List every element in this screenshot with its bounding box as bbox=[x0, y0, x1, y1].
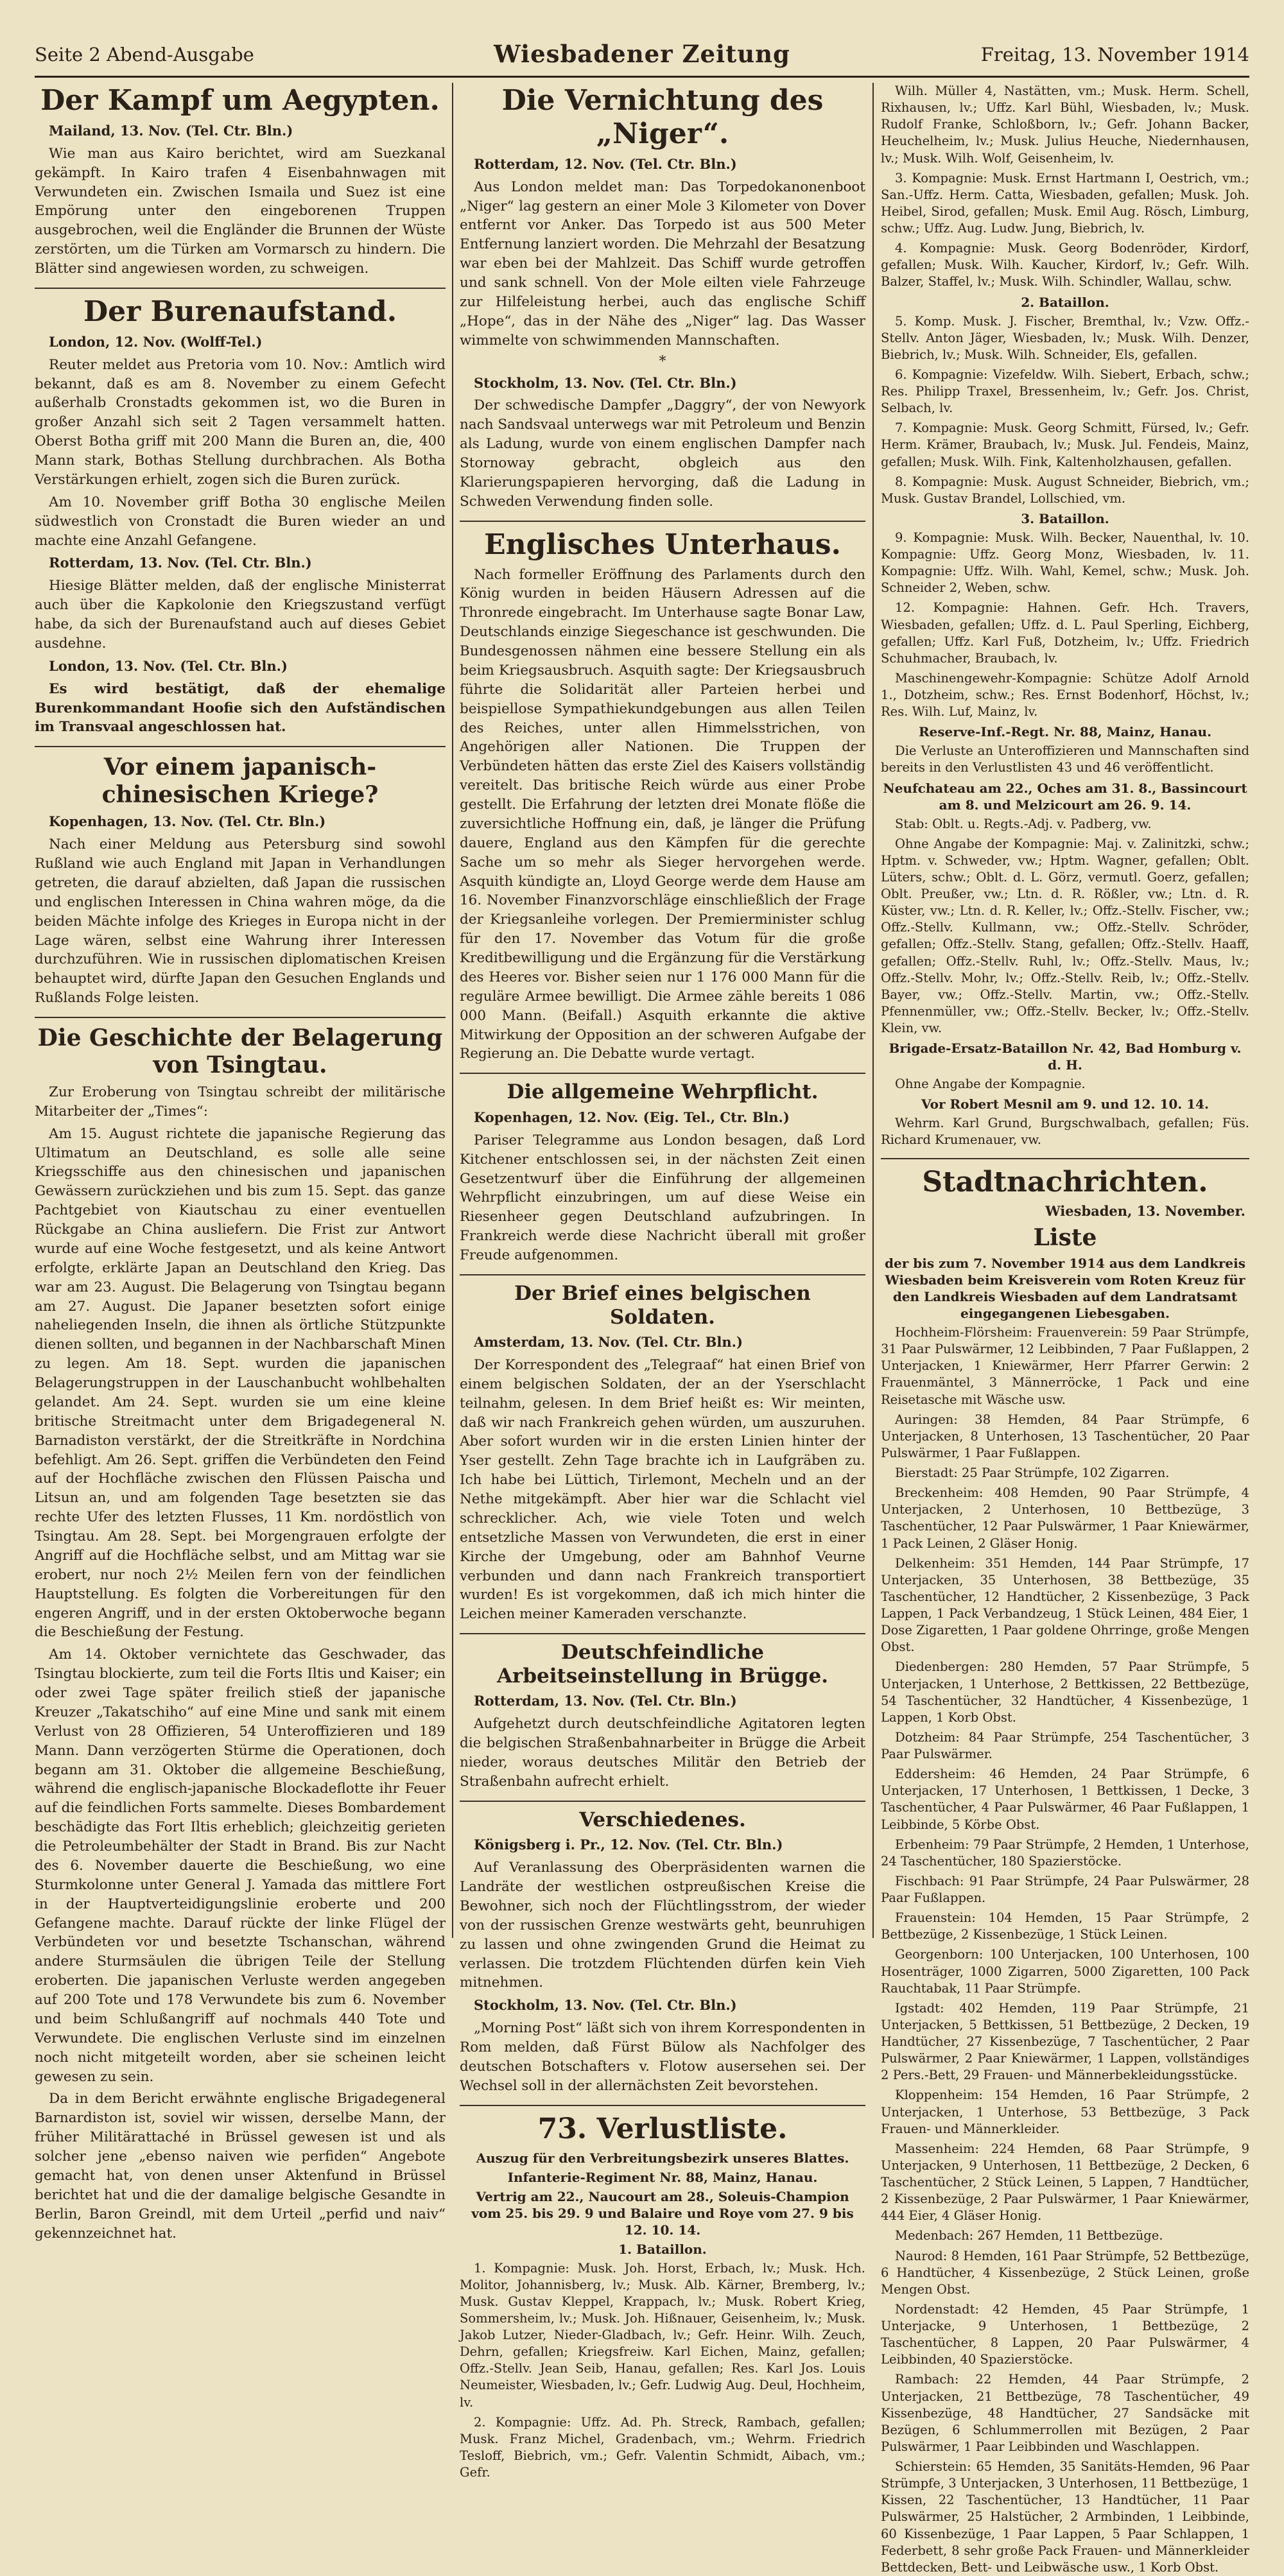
list-item: Nordenstadt: 42 Hemden, 45 Paar Strümpfe, 1 Unterjacke, 9 Unterhosen, 1 Bettbezüge, 2 Taschentücher, 8 Lappen, 20 Paar Pulswärmer, 4 Leibbinden, 40 Spazierstöcke. bbox=[881, 2301, 1249, 2367]
article-unterhaus bbox=[460, 528, 865, 1064]
article-bruegge bbox=[460, 1641, 865, 1792]
masthead bbox=[35, 39, 1249, 78]
list-item: Igstadt: 402 Hemden, 119 Paar Strümpfe, 21 Unterjacken, 5 Bettkissen, 51 Bettbezüge, 2 Decken, 19 Handtücher, 27 Kissenbezüge, 7 Taschentücher, 2 Paar Pulswärmer, 2 Paar Kniewärmer, 1 Lappen, vollständiges 2 Pers.-Bett, 29 Frauen- und Männerbekleidungsstücke. bbox=[881, 2000, 1249, 2083]
article-niger bbox=[460, 84, 865, 512]
dateline: Kopenhagen, 13. Nov. (Tel. Ctr. Bln.) bbox=[49, 813, 326, 830]
divider bbox=[460, 1801, 865, 1802]
dateline: Rotterdam, 13. Nov. (Tel. Ctr. Bln.) bbox=[49, 555, 312, 571]
list-item: Rambach: 22 Hemden, 44 Paar Strümpfe, 2 Unterjacken, 21 Bettbezüge, 78 Taschentücher, 49 Kissenbezüge, 48 Handtücher, 27 Sandsäcke mit Bezügen, 6 Schlummerrollen mit Bezügen, 2 Paar Pulswärmer, 1 Paar Leibbinden und Waschlappen. bbox=[881, 2372, 1249, 2454]
list-heading: Liste bbox=[1033, 1223, 1097, 1251]
article-body: Wilh. Müller 4, Nastätten, vm.; Musk. Herm. Schell, Rixhausen, lv.; Uffz. Karl Bühl, Wiesbaden, lv.; Musk. Rudolf Franke, Schloßborn, lv.; Gefr. Johann Backer, Heuchelheim, lv.; Musk. Julius Heuche, Niedernhausen, lv.; Musk. Wilh. Wolf, Geisenheim, lv. bbox=[881, 83, 1249, 166]
article-stadtnachrichten bbox=[881, 1166, 1249, 2576]
subheading: 1. Bataillon. bbox=[618, 2241, 707, 2257]
divider bbox=[460, 521, 865, 522]
column-rule bbox=[872, 83, 874, 1938]
issue-date: Freitag, 13. November 1914 bbox=[980, 44, 1249, 65]
article-body: Auf Veranlassung des Oberpräsidenten warnen die Landräte der westlichen ostpreußischen Kreise die Bewohner, sich noch der Flüchtlingsstrom, der wieder von der russischen Grenze westwärts geht, beunruhigen zu lassen und ohne zwingenden Grund die Heimat zu verlassen. Die trotzdem Flüchtenden dürfen kein Vieh mitnehmen. bbox=[460, 1860, 865, 1991]
article-headline: 73. Verlustliste. bbox=[537, 2112, 788, 2145]
article-body: Reuter meldet aus Pretoria vom 10. Nov.: Amtlich wird bekannt, daß es am 8. November zu einem Gefecht außerhalb Cronstadts gekommen ist, wo die Buren in großer Anzahl sich seit 2 Tagen versammelt hatten. Oberst Botha griff mit 200 Mann die Buren an, die, 400 Mann stark, Bothas Stellung durchbrachen. Als Botha Verstärkungen erhielt, zogen sich die Buren zurück. bbox=[35, 356, 446, 488]
divider bbox=[460, 1073, 865, 1074]
dateline: Wiesbaden, 13. November. bbox=[1045, 1203, 1245, 1220]
list-item: Fischbach: 91 Paar Strümpfe, 24 Paar Pulswärmer, 28 Paar Fußlappen. bbox=[881, 1873, 1249, 1905]
article-body: Aus London meldet man: Das Torpedokanonenboot „Niger“ lag gestern an einer Mole 3 Kilometer von Dover entfernt vor Anker. Das Torpedo ist aus 500 Meter Entfernung lanziert worden. Die Mehrzahl der Besatzung war eben bei der Mahlzeit. Das Schiff wurde getroffen und sank schnell. Von der Mole eilten viele Fahrzeuge zur Hilfeleistung herbei, auch das englische Schiff „Hope“, das in der Nähe des „Niger“ lag. Das Wasser wimmelte von schwimmenden Mannschaften. bbox=[460, 178, 865, 349]
subheading: 2. Bataillon. bbox=[1021, 294, 1109, 310]
dateline: Königsberg i. Pr., 12. Nov. (Tel. Ctr. Bln.) bbox=[474, 1837, 783, 1853]
article-headline: Stadtnachrichten. bbox=[922, 1165, 1208, 1198]
article-body: 9. Kompagnie: Musk. Wilh. Becker, Nauenthal, lv. 10. Kompagnie: Uffz. Georg Monz, Wiesbaden, lv. 11. Kompagnie: Uffz. Wilh. Wahl, Kemel, schw.; Musk. Joh. Schneider 2, Weben, schw. bbox=[881, 530, 1249, 596]
list-item: Erbenheim: 79 Paar Strümpfe, 2 Hemden, 1 Unterhose, 24 Taschentücher, 180 Spazierstöcke. bbox=[881, 1837, 1249, 1869]
article-body: 6. Kompagnie: Vizefeldw. Wilh. Siebert, Erbach, schw.; Res. Philipp Traxel, Bressenheim, lv.; Gefr. Jos. Christ, Selbach, lv. bbox=[881, 367, 1249, 416]
article-burenaufstand bbox=[35, 295, 446, 737]
article-body: „Morning Post“ läßt sich von ihrem Korrespondenten in Rom melden, daß Fürst Bülow als Nachfolger des deutschen Botschafters v. Flotow ausersehen sei. Der Wechsel soll in der allernächsten Zeit bevorstehen. bbox=[460, 2020, 865, 2094]
article-headline: Englisches Unterhaus. bbox=[484, 528, 841, 561]
list-item: Naurod: 8 Hemden, 161 Paar Strümpfe, 52 Bettbezüge, 6 Handtücher, 4 Kissenbezüge, 2 Stück Leinen, große Mengen Obst. bbox=[881, 2248, 1249, 2297]
article-body: Der Korrespondent des „Telegraaf“ hat einen Brief von einem belgischen Soldaten, der an der Yserschlacht teilnahm, gelesen. In dem Brief heißt es: Wir meinten, daß wir nach Frankreich gehen würden, um auszuruhen. Aber sofort wurden wir in die ersten Linien hinter der Yser gestellt. Zehn Tage brachte ich in Laufgräben zu. Ich habe bei Lüttich, Tirlemont, Mecheln und an der Nethe mitgekämpft. Aber hier war die Schlacht viel schrecklicher. Ach, wie viele Toten und welch entsetzliche Massen von Verwundeten, die erst in einer Kirche der Umgebung, oder am Bahnhof Veurne verbunden und dann nach Frankreich transportiert wurden! Es ist vorgekommen, daß ich mich hinter die Leichen meiner Kameraden verschanzte. bbox=[460, 1356, 865, 1623]
dateline: Kopenhagen, 12. Nov. (Eig. Tel., Ctr. Bln.) bbox=[474, 1109, 790, 1125]
dateline: Stockholm, 13. Nov. (Tel. Ctr. Bln.) bbox=[474, 374, 737, 391]
subheading: Auszug für den Verbreitungsbezirk unseres Blattes. bbox=[476, 2150, 849, 2166]
article-tsingtau bbox=[35, 1024, 446, 2243]
list-item: Medenbach: 267 Hemden, 11 Bettbezüge. bbox=[895, 2228, 1163, 2243]
column-rule bbox=[452, 83, 453, 1938]
article-body: 1. Kompagnie: Musk. Joh. Horst, Erbach, lv.; Musk. Hch. Molitor, Johannisberg, lv.; Musk. Alb. Kärner, Bremberg, lv.; Musk. Gustav Kleppel, Krappach, lv.; Musk. Robert Krieg, Sommersheim, lv.; Musk. Joh. Hißnauer, Geisenheim, lv.; Musk. Jakob Lutzer, Nieder-Gladbach, lv.; Gefr. Heinr. Wilh. Zeuch, Dehrn, gefallen; Kriegsfreiw. Karl Eichen, Mainz, gefallen; Offz.-Stellv. Jean Seib, Hanau, gefallen; Res. Karl Jos. Louis Neumeister, Wiesbaden, lv.; Gefr. Ludwig Aug. Deul, Hochheim, lv. bbox=[460, 2260, 865, 2410]
subheading: Vertrig am 22., Naucourt am 28., Soleuis-Champion vom 25. bis 29. 9 und Balaire und Roye vom 27. 9 bis 12. 10. 14. bbox=[471, 2188, 854, 2238]
divider bbox=[35, 1017, 446, 1018]
list-item: Frauenstein: 104 Hemden, 15 Paar Strümpfe, 2 Bettbezüge, 2 Kissenbezüge, 1 Stück Leinen. bbox=[881, 1910, 1249, 1942]
article-body: Hiesige Blätter melden, daß der englische Ministerrat auch über die Kapkolonie den Kriegszustand verfügt habe, da sich der Burenaufstand auch auf dieses Gebiet ausdehne. bbox=[35, 578, 446, 652]
dateline: London, 12. Nov. (Wolff-Tel.) bbox=[49, 333, 263, 350]
article-headline: Die Geschichte der Belagerung von Tsingtau. bbox=[37, 1024, 443, 1079]
dateline: Rotterdam, 12. Nov. (Tel. Ctr. Bln.) bbox=[474, 155, 737, 172]
article-body: Es wird bestätigt, daß der ehemalige Burenkommandant Hoofie sich den Aufständischen im Transvaal angeschlossen hat. bbox=[35, 680, 446, 736]
article-verlustliste bbox=[460, 2113, 865, 2482]
article-body: Nach formeller Eröffnung des Parlaments durch den König wurden in beiden Häusern Adressen auf die Thronrede eingebracht. Im Unterhause sagte Bonar Law, Deutschlands einzige Siegeschance ist geschwunden. Die Bundesgenossen nähmen eine bessere Stellung ein als beim Kriegsausbruch. Asquith sagte: Der Kriegsausbruch führte die Solidarität aller Parteien herbei und beispiellose Sympathiekundgebungen aus allen Teilen des Reiches, unter allen Himmelsstrichen, von Angehörigen aller Nationen. Die Truppen der Verbündeten hätten das erste Ziel des Kaisers vollständig vereitelt. Das britische Reich würde aus einer Probe gestellt. Die Erfahrung der letzten drei Monate flöße die zuversichtliche Hoffnung ein, daß, je länger die Prüfung dauere, England aus den Kämpfen für die gerechte Sache um so mehr als Sieger hervorgehen werde. Asquith kündigte an, Lloyd George werde dem Hause am 16. November Finanzvorschläge einschließlich der Frage der Kriegsanleihe vorlegen. Der Premierminister schlug für den 17. November das Votum für die große Kreditbewilligung und die Ergänzung für die Verstärkung des Heeres vor. Bisher seien nur 1 176 000 Mann für die reguläre Armee bewilligt. Die Armee zähle bereits 1 086 000 Mann. (Beifall.) Asquith erkannte die aktive Mitwirkung der Opposition an der schweren Aufgabe der Regierung an. Die Debatte wurde vertagt. bbox=[460, 566, 865, 1062]
article-verschiedenes bbox=[460, 1808, 865, 2096]
article-body: 5. Komp. Musk. J. Fischer, Bremthal, lv.; Vzw. Offz.-Stellv. Anton Jäger, Wiesbaden, lv.; Musk. Wilh. Denzer, Biebrich, lv.; Musk. Wilh. Schneider, Els, gefallen. bbox=[881, 313, 1249, 362]
list-item: Diedenbergen: 280 Hemden, 57 Paar Strümpfe, 5 Unterjacken, 1 Unterhose, 2 Bettkissen, 22 Bettbezüge, 54 Taschentücher, 32 Handtücher, 4 Kissenbezüge, 1 Lappen, 1 Korb Obst. bbox=[881, 1659, 1249, 1725]
subheading: Neufchateau am 22., Oches am 31. 8., Bassincourt am 8. und Melzicourt am 26. 9. 14. bbox=[883, 780, 1247, 813]
divider bbox=[35, 288, 446, 289]
list-item: Hochheim-Flörsheim: Frauenverein: 59 Paar Strümpfe, 31 Paar Pulswärmer, 12 Leibbinden, 7 Paar Fußlappen, 2 Unterjacken, 1 Kniewärmer, Herr Pfarrer Gerwin: 2 Frauenmäntel, 3 Männerröcke, 1 Pack und eine Reisetasche mit Wäsche usw. bbox=[881, 1325, 1249, 1407]
article-body: Wehrm. Karl Grund, Burgschwalbach, gefallen; Füs. Richard Krumenauer, vw. bbox=[881, 1116, 1249, 1148]
divider bbox=[881, 1158, 1249, 1159]
columns bbox=[35, 83, 1249, 2575]
divider bbox=[460, 1633, 865, 1634]
list-item: Georgenborn: 100 Unterjacken, 100 Unterhosen, 100 Hosenträger, 1000 Zigarren, 5000 Zigaretten, 100 Pack Rauchtabak, 11 Paar Strümpfe. bbox=[881, 1947, 1249, 1996]
list-item: Massenheim: 224 Hemden, 68 Paar Strümpfe, 9 Unterjacken, 9 Unterhosen, 11 Bettbezüge, 2 Decken, 6 Taschentücher, 2 Stück Leinen, 5 Lappen, 7 Handtücher, 2 Kissenbezüge, 2 Paar Pulswärmer, 1 Paar Kniewärmer, 444 Eier, 4 Gläser Honig. bbox=[881, 2141, 1249, 2224]
article-headline: Der Kampf um Aegypten. bbox=[40, 84, 440, 117]
article-headline: Der Burenaufstand. bbox=[83, 295, 397, 328]
article-body: Wie man aus Kairo berichtet, wird am Suezkanal gekämpft. In Kairo trafen 4 Eisenbahnwagen mit Verwundeten ein. Zwischen Ismaila und Suez ist eine Empörung unter den eingeborenen Truppen ausgebrochen, weil die Engländer die Brunnen der Wüste zerstörten, um die Türken am Vormarsch zu hindern. Die Blätter sind angewiesen worden, zu schweigen. bbox=[35, 145, 446, 277]
list-item: Bierstadt: 25 Paar Strümpfe, 102 Zigarren. bbox=[895, 1465, 1170, 1480]
subheading: der bis zum 7. November 1914 aus dem Landkreis Wiesbaden beim Kreisverein vom Roten Kreuz für den Landkreis Wiesbaden auf dem Landratsamt eingegangenen Liebesgaben. bbox=[885, 1256, 1245, 1321]
divider bbox=[460, 2105, 865, 2106]
article-body: Der schwedische Dampfer „Daggry“, der von Newyork nach Sandsvaal unterwegs war mit Petroleum und Benzin als Ladung, wurde von einem englischen Dampfer nach Stornoway gebracht, obgleich aus den Klarierungspapieren hervorging, daß die Ladung in Schweden Verwendung finden solle. bbox=[460, 397, 865, 510]
article-headline: Die Vernichtung des „Niger“. bbox=[501, 84, 824, 150]
article-body: 7. Kompagnie: Musk. Georg Schmitt, Fürsed, lv.; Gefr. Herm. Krämer, Braubach, lv.; Musk. Jul. Fendeis, Mainz, gefallen; Musk. Wilh. Fink, Kaltenholzhausen, gefallen. bbox=[881, 420, 1249, 469]
article-japan-china bbox=[35, 754, 446, 1008]
article-body: Da in dem Bericht erwähnte englische Brigadegeneral Barnardiston ist, soviel wir wissen, derselbe Mann, der früher Militärattaché in Brüssel gewesen ist und als solcher jene „ebenso naiven wie perfiden“ Angebote gemacht hat, von denen unser Aktenfund in Brüssel berichtet hat und die der damalige belgische Gesandte in Berlin, Baron Greindl, mit dem Urteil „perfid und naiv“ gekennzeichnet hat. bbox=[35, 2091, 446, 2242]
column-2 bbox=[460, 83, 865, 2480]
column-3 bbox=[881, 83, 1249, 2575]
article-body: Am 10. November griff Botha 30 englische Meilen südwestlich von Cronstadt die Buren wieder an und machte eine Anzahl Gefangene. bbox=[35, 494, 446, 549]
article-headline: Der Brief eines belgischen Soldaten. bbox=[514, 1281, 811, 1329]
dateline: Rotterdam, 13. Nov. (Tel. Ctr. Bln.) bbox=[474, 1693, 737, 1709]
article-belgischer-soldat bbox=[460, 1282, 865, 1624]
article-body: Maschinengewehr-Kompagnie: Schütze Adolf Arnold 1., Dotzheim, schw.; Res. Ernst Bodenhorf, Höchst, lv.; Res. Wilh. Luf, Mainz, lv. bbox=[881, 670, 1249, 720]
article-body: Ohne Angabe der Kompagnie: Maj. v. Zalinitzki, schw.; Hptm. v. Schweder, vw.; Hptm. Wagner, gefallen; Oblt. Lüters, schw.; Oblt. d. L. Görz, vermutl. Goerz, gefallen; Oblt. Preußer, vw.; Ltn. d. R. Rößler, vw.; Ltn. d. R. Küster, vw.; Ltn. d. R. Keller, lv.; Offz.-Stellv. Fischer, vw.; Offz.-Stellv. Kullmann, vw.; Offz.-Stellv. Schröder, gefallen; Offz.-Stellv. Stang, gefallen; Offz.-Stellv. Haaff, gefallen; Offz.-Stellv. Ruhl, lv.; Offz.-Stellv. Maus, lv.; Offz.-Stellv. Mohr, lv.; Offz.-Stellv. Reib, lv.; Offz.-Stellv. Bayer, vw.; Offz.-Stellv. Martin, vw.; Offz.-Stellv. Pfennenmüller, vw.; Offz.-Stellv. Becker, lv.; Offz.-Stellv. Klein, vw. bbox=[881, 836, 1249, 1035]
article-body: Aufgehetzt durch deutschfeindliche Agitatoren legten die belgischen Straßenbahnarbeiter in Brügge die Arbeit nieder, woraus deutsches Militär den Betrieb der Straßenbahn aufrecht erhielt. bbox=[460, 1716, 865, 1790]
subheading: Vor Robert Mesnil am 9. und 12. 10. 14. bbox=[921, 1096, 1210, 1112]
subheading: Brigade-Ersatz-Bataillon Nr. 42, Bad Homburg v. d. H. bbox=[889, 1041, 1242, 1073]
column-1 bbox=[35, 83, 446, 2242]
list-item: Schierstein: 65 Hemden, 35 Sanitäts-Hemden, 96 Paar Strümpfe, 3 Unterjacken, 3 Unterhosen, 11 Bettbezüge, 1 Kissen, 22 Taschentücher, 13 Handtücher, 11 Paar Pulswärmer, 25 Halstücher, 2 Armbinden, 1 Leibbinde, 60 Kissenbezüge, 1 Paar Lappen, 5 Paar Schlappen, 1 Federbett, 8 sehr große Pack Frauen- und Männerkleider Bettdecken, Bett- und Leibwäsche usw., 1 Korb Obst. bbox=[881, 2459, 1249, 2575]
article-body: Pariser Telegramme aus London besagen, daß Lord Kitchener entschlossen sei, in der nächsten Zeit einen Gesetzentwurf über die Einführung der allgemeinen Wehrpflicht einzubringen, um auf diese Weise ein Riesenheer gegen Deutschland aufzubringen. In Frankreich werde diese Nachricht überall mit großer Freude aufgenommen. bbox=[460, 1132, 865, 1264]
article-body: Die Verluste an Unteroffizieren und Mannschaften sind bereits in den Verlustlisten 43 und 46 veröffentlicht. bbox=[881, 743, 1249, 775]
article-body: Nach einer Meldung aus Petersburg sind sowohl Rußland wie auch England mit Japan in Verhandlungen getreten, die darauf abzielten, daß Japan die russischen und englischen Interessen in China wahren möge, da die beiden Mächte infolge des Krieges in Europa nicht in der Lage wären, selbst eine Wahrung ihrer Interessen durchzuführen. Wie in russischen diplomatischen Kreisen behauptet wird, dürfte Japan den Gesuchen Englands und Rußlands Folge leisten. bbox=[35, 836, 446, 1007]
article-body: 12. Kompagnie: Hahnen. Gefr. Hch. Travers, Wiesbaden, gefallen; Uffz. d. L. Paul Sperling, Eichberg, gefallen; Uffz. Karl Fuß, Dotzheim, lv.; Uffz. Friedrich Schuhmacher, Braubach, lv. bbox=[881, 600, 1249, 666]
article-body: 2. Kompagnie: Uffz. Ad. Ph. Streck, Rambach, gefallen; Musk. Franz Michel, Gradenbach, vm.; Wehrm. Friedrich Tesloff, Biebrich, vm.; Gefr. Valentin Schmidt, Aibach, vm.; Gefr. bbox=[460, 2414, 865, 2480]
article-headline: Die allgemeine Wehrpflicht. bbox=[507, 1080, 819, 1104]
article-headline: Vor einem japanisch-chinesischen Kriege? bbox=[101, 754, 379, 808]
verlustliste-continued bbox=[881, 83, 1249, 1149]
divider bbox=[35, 746, 446, 747]
subheading: 3. Bataillon. bbox=[1021, 510, 1109, 526]
article-aegypten bbox=[35, 84, 446, 279]
article-body: Am 15. August richtete die japanische Regierung das Ultimatum an Deutschland, es solle alle seine Kriegsschiffe aus den chinesischen und japanischen Gewässern zurückziehen und bis zum 15. Sept. das ganze Pachtgebiet von Kiautschau zu einer eventuellen Rückgabe an China ausliefern. Die Frist zur Antwort wurde auf eine Woche festgesetzt, und als keine Antwort erfolgte, erklärte Japan an Deutschland den Krieg. Das war am 23. August. Die Belagerung von Tsingtau begann am 27. August. Die Japaner besetzten sofort einige naheliegenden Inseln, die ihnen als örtliche Stützpunkte dienen sollten, und begannen in der Nachbarschaft Minen zu legen. Am 18. Sept. wurden die japanischen Belagerungstruppen in der Lauschanbucht wohlbehalten gelandet. Am 24. Sept. wurden sie um eine kleine britische Streitmacht unter dem Brigadegeneral N. Barnadiston verstärkt, der die Streitkräfte in Nordchina befehligt. Am 26. Sept. griffen die Verbündeten den Feind auf der Hochfläche zwischen den Flüssen Paischa und Litsun an, und am folgenden Tage besetzten sie das rechte Ufer des letzten Flusses, 11 Km. nordöstlich von Tsingtau. Am 28. Sept. bei Morgengrauen erfolgte der Angriff auf die Hochfläche selbst, und am Mittag war sie erobert, nur noch 2½ Meilen fern von der feindlichen Hauptstellung. Es folgten die Vorbereitungen für den engeren Angriff, und in der ersten Oktoberwoche begann die Beschießung der Festung. bbox=[35, 1125, 446, 1641]
list-item: Eddersheim: 46 Hemden, 24 Paar Strümpfe, 6 Unterjacken, 17 Unterhosen, 1 Bettkissen, 1 Decke, 3 Taschentücher, 4 Paar Pulswärmer, 46 Paar Fußlappen, 1 Leibbinde, 5 Körbe Obst. bbox=[881, 1767, 1249, 1832]
separator-star: * bbox=[659, 353, 666, 370]
article-body: Am 14. Oktober vernichtete das Geschwader, das Tsingtau blockierte, zum teil die Forts Iltis und Kaiser; ein oder zwei Tage später freilich stieß der japanische Kreuzer „Takatschiho“ auf eine Mine und sank mit einem Verlust von 28 Offizieren, 54 Unteroffizieren und 189 Mann. Dann verzögerten Stürme die Operationen, doch begann am 31. Oktober die allgemeine Beschießung, während die englisch-japanische Blockadeflotte ihr Feuer auf die feindlichen Forts sammelte. Dieses Bombardement beschädigte das Fort Iltis erheblich; gleichzeitig gerieten die Petroleumbehälter der Stadt in Brand. Bis zur Nacht des 6. November dauerte die Beschießung, wo eine Sturmkolonne unter General J. Yamada das mittlere Fort in der Hauptverteidigungslinie eroberte und 200 Gefangene machte. Darauf rückte der linke Flügel der Verbündeten vor und besetzte Tschanschan, während andere Sturmsäulen die übrigen Teile der Stellung eroberten. Die japanischen Verluste werden angegeben auf 200 Tote und 178 Verwundete bis zum 6. November und beim Schlußangriff auf nochmals 440 Tote und Verwundete. Die englischen Verluste sind im einzelnen noch nicht mitgeteilt worden, aber sie scheinen leicht gewesen zu sein. bbox=[35, 1647, 446, 2085]
article-headline: Deutschfeindliche Arbeitseinstellung in Brügge. bbox=[496, 1641, 828, 1688]
dateline: Stockholm, 13. Nov. (Tel. Ctr. Bln.) bbox=[474, 1997, 737, 2014]
article-wehrpflicht bbox=[460, 1080, 865, 1265]
article-headline: Verschiedenes. bbox=[579, 1808, 746, 1831]
article-body: Stab: Oblt. u. Regts.-Adj. v. Padberg, vw. bbox=[895, 816, 1152, 831]
article-body: 3. Kompagnie: Musk. Ernst Hartmann I, Oestrich, vm.; San.-Uffz. Herm. Catta, Wiesbaden, gefallen; Musk. Joh. Heibel, Sirod, gefallen; Musk. Emil Aug. Rösch, Limburg, schw.; Uffz. Aug. Ludw. Jung, Biebrich, lv. bbox=[881, 170, 1249, 236]
article-body: Zur Eroberung von Tsingtau schreibt der militärische Mitarbeiter der „Times“: bbox=[35, 1084, 446, 1119]
subheading: Infanterie-Regiment Nr. 88, Mainz, Hanau. bbox=[507, 2169, 818, 2185]
article-body: 4. Kompagnie: Musk. Georg Bodenröder, Kirdorf, gefallen; Musk. Wilh. Kaucher, Kirdorf, lv.; Gefr. Wilh. Balzer, Staffel, lv.; Musk. Wilh. Schindler, Wallau, schw. bbox=[881, 241, 1249, 290]
divider bbox=[460, 1274, 865, 1275]
list-item: Dotzheim: 84 Paar Strümpfe, 254 Taschentücher, 3 Paar Pulswärmer. bbox=[881, 1729, 1249, 1761]
dateline: Amsterdam, 13. Nov. (Tel. Ctr. Bln.) bbox=[474, 1334, 743, 1351]
article-body: 8. Kompagnie: Musk. August Schneider, Biebrich, vm.; Musk. Gustav Brandel, Lollschied, vm. bbox=[881, 474, 1249, 506]
list-item: Delkenheim: 351 Hemden, 144 Paar Strümpfe, 17 Unterjacken, 35 Unterhosen, 38 Bettbezüge, 35 Taschentücher, 12 Handtücher, 2 Kissenbezüge, 3 Pack Lappen, 1 Pack Verbandzeug, 1 Stück Leinen, 484 Eier, 1 Dose Zigaretten, 1 Paar goldene Ohrringe, große Mengen Obst. bbox=[881, 1555, 1249, 1655]
newspaper-title: Wiesbadener Zeitung bbox=[494, 40, 790, 68]
article-body: Ohne Angabe der Kompagnie. bbox=[895, 1076, 1086, 1092]
page-number: Seite 2 Abend-Ausgabe bbox=[35, 44, 254, 65]
list-item: Breckenheim: 408 Hemden, 90 Paar Strümpfe, 4 Unterjacken, 2 Unterhosen, 10 Bettbezüge, 3 Taschentücher, 12 Paar Pulswärmer, 1 Paar Kniewärmer, 1 Pack Leinen, 2 Gläser Honig. bbox=[881, 1485, 1249, 1551]
dateline: Mailand, 13. Nov. (Tel. Ctr. Bln.) bbox=[49, 122, 293, 139]
list-item: Kloppenheim: 154 Hemden, 16 Paar Strümpfe, 2 Unterjacken, 1 Unterhose, 53 Bettbezüge, 3 Pack Frauen- und Männerkleider. bbox=[881, 2088, 1249, 2136]
subheading: Reserve-Inf.-Regt. Nr. 88, Mainz, Hanau. bbox=[918, 724, 1212, 740]
list-item: Auringen: 38 Hemden, 84 Paar Strümpfe, 6 Unterjacken, 8 Unterhosen, 13 Taschentücher, 20 Paar Pulswärmer, 1 Paar Fußlappen. bbox=[881, 1412, 1249, 1460]
dateline: London, 13. Nov. (Tel. Ctr. Bln.) bbox=[49, 657, 288, 674]
